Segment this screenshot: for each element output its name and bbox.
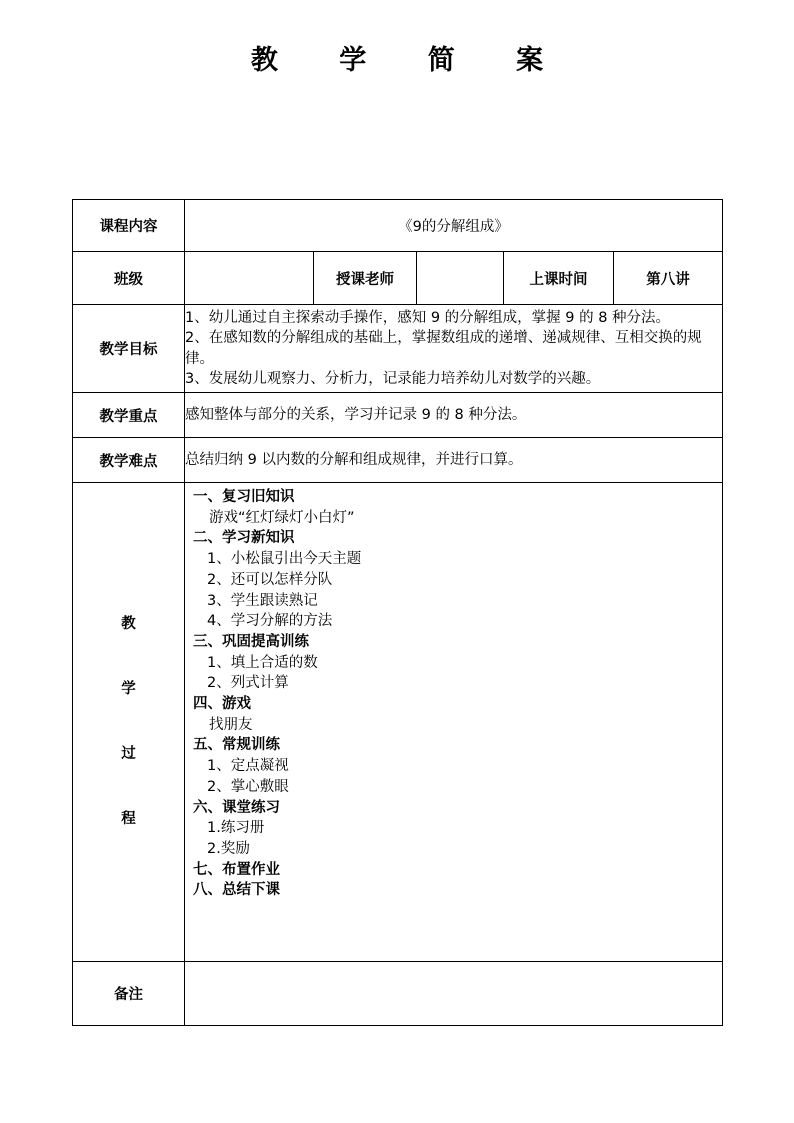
process-item: 2.奖励 xyxy=(207,840,250,857)
process-item: 2、列式计算 xyxy=(207,675,289,692)
teacher-value xyxy=(417,252,504,305)
row-course xyxy=(73,200,723,252)
goal-item: 1、幼儿通过自主探索动手操作，感知 9 的分解组成，掌握 9 的 8 种分法。 xyxy=(185,309,671,326)
key-label: 教学重点 xyxy=(73,393,185,438)
process-label-char: 过 xyxy=(121,746,136,762)
page-title: 教 学 简 案 xyxy=(250,45,570,76)
process-heading: 四、游戏 xyxy=(193,696,251,713)
difficulty-value: 总结归纳 9 以内数的分解和组成规律，并进行口算。 xyxy=(185,438,723,483)
process-item: 2、还可以怎样分队 xyxy=(207,571,333,588)
process-heading: 七、布置作业 xyxy=(193,861,280,878)
process-label-char: 教 xyxy=(121,616,136,632)
class-value xyxy=(185,252,314,305)
row-difficulty xyxy=(73,438,723,483)
process-label-char: 程 xyxy=(121,811,136,827)
goals-cell xyxy=(185,305,723,393)
course-label: 课程内容 xyxy=(73,200,185,252)
process-label xyxy=(73,483,185,962)
process-heading: 二、学习新知识 xyxy=(193,530,295,547)
time-label: 上课时间 xyxy=(504,252,614,305)
class-label: 班级 xyxy=(73,252,185,305)
row-goals xyxy=(73,305,723,393)
notes-value xyxy=(185,962,723,1026)
process-item: 2、掌心敷眼 xyxy=(207,778,289,795)
process-item: 1、填上合适的数 xyxy=(207,654,318,671)
process-item: 4、学习分解的方法 xyxy=(207,613,333,630)
process-item: 1.练习册 xyxy=(207,820,265,837)
notes-label: 备注 xyxy=(73,962,185,1026)
process-label-char: 学 xyxy=(121,681,136,697)
process-item: 3、学生跟读熟记 xyxy=(207,592,318,609)
goals-label: 教学目标 xyxy=(73,305,185,393)
process-heading: 六、课堂练习 xyxy=(193,799,280,816)
process-item: 找朋友 xyxy=(209,716,253,733)
process-heading: 三、巩固提高训练 xyxy=(193,633,309,650)
goal-item: 2、在感知数的分解组成的基础上，掌握数组成的递增、递减规律、互相交换的规律。 xyxy=(185,330,702,367)
goal-item: 3、发展幼儿观察力、分析力，记录能力培养幼儿对数学的兴趣。 xyxy=(185,371,601,387)
session-value: 第八讲 xyxy=(614,252,723,305)
process-heading: 一、复习旧知识 xyxy=(193,489,295,505)
row-process xyxy=(73,483,723,962)
process-heading: 五、常规训练 xyxy=(193,737,280,754)
course-value: 《9的分解组成》 xyxy=(185,200,723,252)
difficulty-label: 教学难点 xyxy=(73,438,185,483)
key-value: 感知整体与部分的关系，学习并记录 9 的 8 种分法。 xyxy=(185,393,723,438)
process-cell xyxy=(185,483,723,962)
row-key xyxy=(73,393,723,438)
row-notes xyxy=(73,962,723,1026)
process-item: 游戏“红灯绿灯小白灯” xyxy=(209,509,355,526)
process-heading: 八、总结下课 xyxy=(193,882,280,899)
process-item: 1、小松鼠引出今天主题 xyxy=(207,551,362,568)
lesson-plan-table xyxy=(72,199,723,1026)
row-class xyxy=(73,252,723,305)
process-item: 1、定点凝视 xyxy=(207,758,289,775)
teacher-label: 授课老师 xyxy=(314,252,417,305)
